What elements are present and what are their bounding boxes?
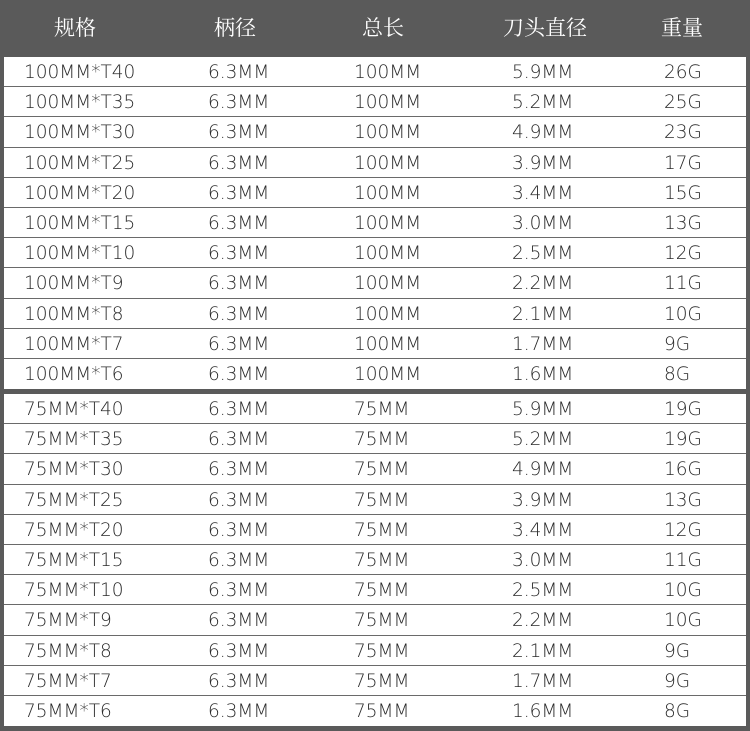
table-row bbox=[4, 208, 746, 238]
spec-cell: 75MM*T20 bbox=[24, 519, 124, 541]
total-length-cell: 75MM bbox=[354, 399, 410, 421]
total-length-cell: 100MM bbox=[354, 212, 422, 234]
table-row bbox=[4, 454, 746, 484]
total-length-cell: 100MM bbox=[354, 333, 422, 355]
total-length-cell: 75MM bbox=[354, 670, 410, 692]
tip-diameter-cell: 3.0MM bbox=[512, 212, 574, 234]
table-row bbox=[4, 178, 746, 208]
spec-cell: 100MM*T8 bbox=[24, 303, 124, 325]
tip-diameter-cell: 2.2MM bbox=[512, 610, 574, 632]
weight-cell: 16G bbox=[664, 459, 702, 481]
shank-diameter-cell: 6.3MM bbox=[208, 700, 270, 722]
total-length-cell: 100MM bbox=[354, 62, 422, 83]
spec-cell: 75MM*T7 bbox=[24, 670, 112, 692]
weight-cell: 12G bbox=[664, 243, 702, 265]
table-row bbox=[4, 87, 746, 117]
table-row bbox=[4, 57, 746, 87]
weight-cell: 9G bbox=[664, 640, 691, 662]
table-row bbox=[4, 515, 746, 545]
tip-diameter-cell: 2.1MM bbox=[512, 640, 574, 662]
table-row bbox=[4, 148, 746, 178]
spec-cell: 100MM*T20 bbox=[24, 182, 136, 204]
shank-diameter-cell: 6.3MM bbox=[208, 459, 270, 481]
spec-cell: 100MM*T9 bbox=[24, 273, 124, 295]
weight-cell: 17G bbox=[664, 152, 702, 174]
shank-diameter-cell: 6.3MM bbox=[208, 429, 270, 451]
table-header bbox=[0, 0, 750, 56]
tip-diameter-cell: 2.1MM bbox=[512, 303, 574, 325]
header-weight: 重量 bbox=[661, 16, 703, 40]
table-group bbox=[4, 394, 746, 726]
spec-cell: 100MM*T15 bbox=[24, 212, 136, 234]
shank-diameter-cell: 6.3MM bbox=[208, 92, 270, 114]
spec-cell: 75MM*T10 bbox=[24, 580, 124, 602]
shank-diameter-cell: 6.3MM bbox=[208, 303, 270, 325]
spec-cell: 75MM*T40 bbox=[24, 399, 124, 421]
table-row bbox=[4, 605, 746, 635]
table-row bbox=[4, 636, 746, 666]
header-spec: 规格 bbox=[54, 16, 96, 40]
weight-cell: 26G bbox=[664, 62, 702, 83]
tip-diameter-cell: 5.2MM bbox=[512, 92, 574, 114]
tip-diameter-cell: 1.6MM bbox=[512, 700, 574, 722]
shank-diameter-cell: 6.3MM bbox=[208, 243, 270, 265]
spec-table bbox=[4, 57, 746, 726]
total-length-cell: 100MM bbox=[354, 152, 422, 174]
weight-cell: 10G bbox=[664, 580, 702, 602]
table-row bbox=[4, 666, 746, 696]
shank-diameter-cell: 6.3MM bbox=[208, 62, 270, 83]
shank-diameter-cell: 6.3MM bbox=[208, 182, 270, 204]
table-row bbox=[4, 117, 746, 147]
tip-diameter-cell: 2.5MM bbox=[512, 580, 574, 602]
tip-diameter-cell: 5.2MM bbox=[512, 429, 574, 451]
total-length-cell: 100MM bbox=[354, 273, 422, 295]
table-row bbox=[4, 575, 746, 605]
shank-diameter-cell: 6.3MM bbox=[208, 212, 270, 234]
weight-cell: 9G bbox=[664, 333, 691, 355]
tip-diameter-cell: 4.9MM bbox=[512, 122, 574, 144]
total-length-cell: 100MM bbox=[354, 363, 422, 385]
tip-diameter-cell: 3.9MM bbox=[512, 152, 574, 174]
weight-cell: 11G bbox=[664, 273, 702, 295]
shank-diameter-cell: 6.3MM bbox=[208, 489, 270, 511]
table-row bbox=[4, 299, 746, 329]
spec-cell: 75MM*T9 bbox=[24, 610, 112, 632]
tip-diameter-cell: 1.7MM bbox=[512, 333, 574, 355]
tip-diameter-cell: 4.9MM bbox=[512, 459, 574, 481]
spec-cell: 100MM*T6 bbox=[24, 363, 124, 385]
spec-cell: 100MM*T25 bbox=[24, 152, 136, 174]
table-row bbox=[4, 359, 746, 389]
tip-diameter-cell: 1.7MM bbox=[512, 670, 574, 692]
tip-diameter-cell: 3.4MM bbox=[512, 182, 574, 204]
tip-diameter-cell: 5.9MM bbox=[512, 399, 574, 421]
total-length-cell: 75MM bbox=[354, 489, 410, 511]
spec-cell: 75MM*T6 bbox=[24, 700, 112, 722]
total-length-cell: 75MM bbox=[354, 580, 410, 602]
table-row bbox=[4, 238, 746, 268]
weight-cell: 10G bbox=[664, 610, 702, 632]
weight-cell: 23G bbox=[664, 122, 702, 144]
table-row bbox=[4, 696, 746, 726]
spec-cell: 100MM*T35 bbox=[24, 92, 136, 114]
tip-diameter-cell: 5.9MM bbox=[512, 62, 574, 83]
weight-cell: 10G bbox=[664, 303, 702, 325]
shank-diameter-cell: 6.3MM bbox=[208, 519, 270, 541]
header-total-length: 总长 bbox=[362, 16, 404, 40]
tip-diameter-cell: 3.0MM bbox=[512, 550, 574, 571]
shank-diameter-cell: 6.3MM bbox=[208, 580, 270, 602]
total-length-cell: 75MM bbox=[354, 700, 410, 722]
header-shank-diameter: 柄径 bbox=[214, 16, 256, 40]
shank-diameter-cell: 6.3MM bbox=[208, 273, 270, 295]
spec-cell: 100MM*T30 bbox=[24, 122, 136, 144]
shank-diameter-cell: 6.3MM bbox=[208, 333, 270, 355]
total-length-cell: 75MM bbox=[354, 429, 410, 451]
total-length-cell: 100MM bbox=[354, 122, 422, 144]
shank-diameter-cell: 6.3MM bbox=[208, 550, 270, 571]
total-length-cell: 100MM bbox=[354, 243, 422, 265]
spec-cell: 75MM*T35 bbox=[24, 429, 124, 451]
total-length-cell: 75MM bbox=[354, 459, 410, 481]
shank-diameter-cell: 6.3MM bbox=[208, 363, 270, 385]
spec-cell: 100MM*T10 bbox=[24, 243, 136, 265]
total-length-cell: 100MM bbox=[354, 303, 422, 325]
spec-cell: 100MM*T7 bbox=[24, 333, 124, 355]
header-tip-diameter: 刀头直径 bbox=[503, 16, 587, 40]
spec-cell: 75MM*T30 bbox=[24, 459, 124, 481]
weight-cell: 9G bbox=[664, 670, 691, 692]
table-row bbox=[4, 329, 746, 359]
spec-cell: 75MM*T15 bbox=[24, 550, 124, 571]
spec-cell: 100MM*T40 bbox=[24, 62, 136, 83]
weight-cell: 13G bbox=[664, 489, 702, 511]
total-length-cell: 100MM bbox=[354, 92, 422, 114]
table-row bbox=[4, 545, 746, 575]
weight-cell: 19G bbox=[664, 399, 702, 421]
table-row bbox=[4, 268, 746, 298]
weight-cell: 8G bbox=[664, 700, 691, 722]
tip-diameter-cell: 3.4MM bbox=[512, 519, 574, 541]
shank-diameter-cell: 6.3MM bbox=[208, 399, 270, 421]
tip-diameter-cell: 3.9MM bbox=[512, 489, 574, 511]
shank-diameter-cell: 6.3MM bbox=[208, 610, 270, 632]
tip-diameter-cell: 2.2MM bbox=[512, 273, 574, 295]
weight-cell: 15G bbox=[664, 182, 702, 204]
weight-cell: 12G bbox=[664, 519, 702, 541]
weight-cell: 11G bbox=[664, 550, 702, 571]
weight-cell: 13G bbox=[664, 212, 702, 234]
tip-diameter-cell: 1.6MM bbox=[512, 363, 574, 385]
weight-cell: 25G bbox=[664, 92, 702, 114]
total-length-cell: 75MM bbox=[354, 550, 410, 571]
spec-cell: 75MM*T25 bbox=[24, 489, 124, 511]
weight-cell: 19G bbox=[664, 429, 702, 451]
total-length-cell: 75MM bbox=[354, 519, 410, 541]
total-length-cell: 100MM bbox=[354, 182, 422, 204]
shank-diameter-cell: 6.3MM bbox=[208, 122, 270, 144]
table-group bbox=[4, 57, 746, 389]
total-length-cell: 75MM bbox=[354, 610, 410, 632]
table-row bbox=[4, 424, 746, 454]
total-length-cell: 75MM bbox=[354, 640, 410, 662]
table-row bbox=[4, 485, 746, 515]
shank-diameter-cell: 6.3MM bbox=[208, 152, 270, 174]
shank-diameter-cell: 6.3MM bbox=[208, 640, 270, 662]
tip-diameter-cell: 2.5MM bbox=[512, 243, 574, 265]
spec-cell: 75MM*T8 bbox=[24, 640, 112, 662]
shank-diameter-cell: 6.3MM bbox=[208, 670, 270, 692]
table-row bbox=[4, 394, 746, 424]
weight-cell: 8G bbox=[664, 363, 691, 385]
